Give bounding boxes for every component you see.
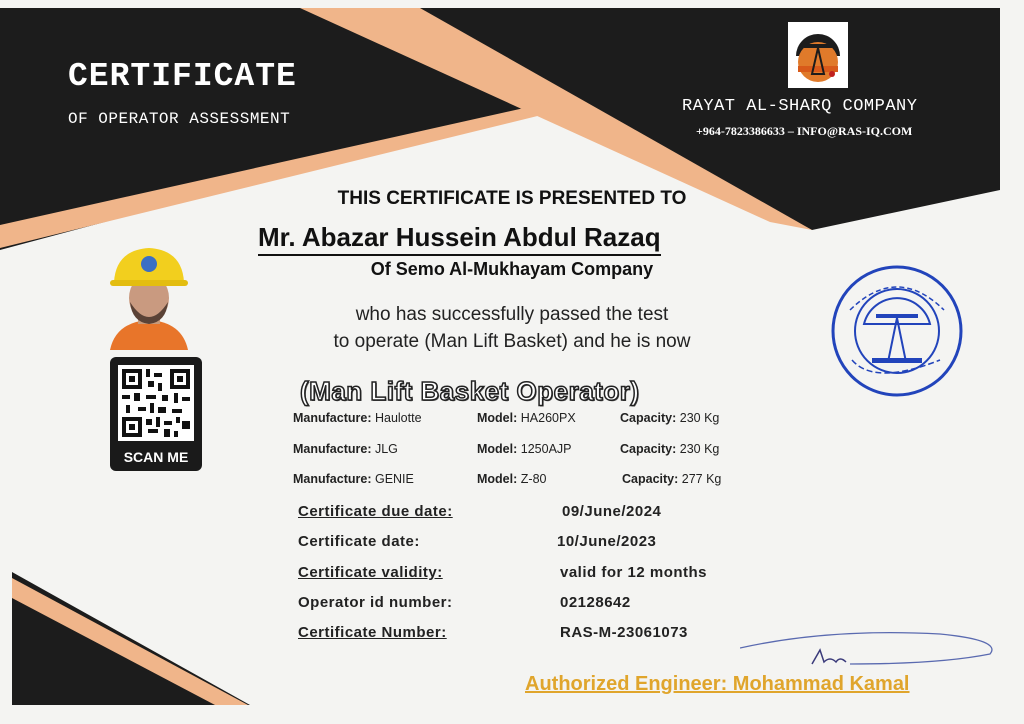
equipment-row-2 bbox=[293, 442, 398, 456]
capacity-value: 230 Kg bbox=[679, 442, 720, 456]
model-cell bbox=[477, 472, 546, 486]
capacity-label: Capacity: bbox=[620, 442, 677, 456]
authorized-engineer: Authorized Engineer: Mohammad Kamal bbox=[525, 673, 910, 695]
operator-id-value: 02128642 bbox=[560, 594, 631, 611]
footer-dark-corner bbox=[12, 572, 250, 705]
certificate-subtitle: OF OPERATOR ASSESSMENT bbox=[68, 110, 291, 128]
manufacture-label: Manufacture: bbox=[293, 472, 372, 486]
certificate-number-label: Certificate Number: bbox=[298, 624, 447, 641]
operator-id-label: Operator id number: bbox=[298, 594, 453, 611]
scan-me-label: SCAN ME bbox=[123, 449, 189, 465]
model-cell bbox=[477, 442, 572, 456]
model-cell bbox=[477, 411, 576, 425]
manufacture-value: Haulotte bbox=[374, 411, 422, 425]
operator-photo bbox=[108, 240, 190, 350]
recipient-name: Mr. Abazar Hussein Abdul Razaq bbox=[258, 222, 661, 256]
company-name: RAYAT AL-SHARQ COMPANY bbox=[682, 97, 918, 116]
manufacture-label: Manufacture: bbox=[293, 442, 372, 456]
capacity-label: Capacity: bbox=[620, 411, 677, 425]
model-label: Model: bbox=[477, 411, 518, 425]
capacity-value: 277 Kg bbox=[681, 472, 722, 486]
certificate-number-value: RAS-M-23061073 bbox=[560, 624, 688, 641]
job-title: (Man Lift Basket Operator) bbox=[300, 376, 640, 406]
manufacture-label: Manufacture: bbox=[293, 411, 372, 425]
capacity-label: Capacity: bbox=[622, 472, 679, 486]
capacity-cell bbox=[622, 472, 721, 486]
description-line-2: to operate (Man Lift Basket) and he is now bbox=[333, 331, 691, 352]
capacity-cell bbox=[620, 442, 719, 456]
certificate-date-label: Certificate date: bbox=[298, 533, 420, 550]
certificate-date-value: 10/June/2023 bbox=[557, 533, 657, 550]
certificate-title: CERTIFICATE bbox=[68, 58, 297, 95]
capacity-value: 230 Kg bbox=[679, 411, 720, 425]
engineer-signature bbox=[740, 620, 1000, 680]
capacity-cell bbox=[620, 411, 719, 425]
presented-heading: THIS CERTIFICATE IS PRESENTED TO bbox=[337, 188, 687, 209]
manufacture-value: GENIE bbox=[374, 472, 414, 486]
company-contact: +964-7823386633 – INFO@RAS-IQ.COM bbox=[696, 124, 913, 138]
company-stamp-icon bbox=[828, 262, 966, 400]
qr-code[interactable] bbox=[110, 357, 202, 471]
equipment-row-3 bbox=[293, 472, 414, 486]
description-line-1: who has successfully passed the test bbox=[355, 304, 669, 325]
due-date-value: 09/June/2024 bbox=[562, 503, 662, 520]
recipient-company: Of Semo Al-Mukhayam Company bbox=[370, 259, 654, 279]
manufacture-value: JLG bbox=[374, 442, 398, 456]
model-label: Model: bbox=[477, 442, 518, 456]
due-date-label: Certificate due date: bbox=[298, 503, 453, 520]
equipment-row-1 bbox=[293, 411, 422, 425]
company-logo-icon bbox=[788, 22, 848, 88]
model-value: 1250AJP bbox=[520, 442, 572, 456]
validity-label: Certificate validity: bbox=[298, 564, 443, 581]
model-value: HA260PX bbox=[520, 411, 576, 425]
qr-code-pattern bbox=[118, 365, 194, 441]
validity-value: valid for 12 months bbox=[560, 564, 708, 581]
model-value: Z-80 bbox=[520, 472, 547, 486]
model-label: Model: bbox=[477, 472, 518, 486]
